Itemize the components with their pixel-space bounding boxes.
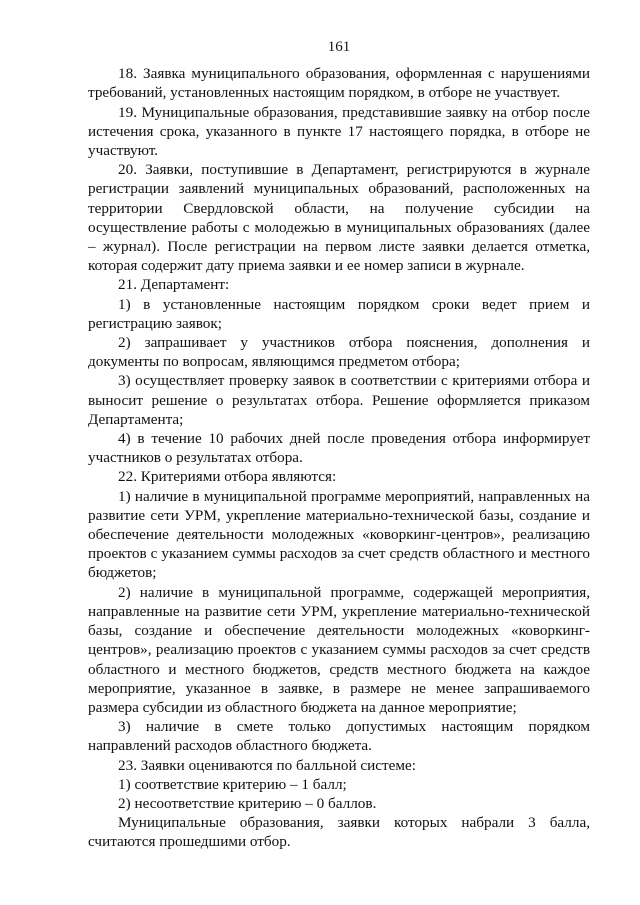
paragraph-22-heading: 22. Критериями отбора являются: <box>118 468 337 486</box>
paragraph-21-heading: 21. Департамент: <box>118 276 230 294</box>
paragraph-19: 19. Муниципальные образования, представившие заявку на отбор после истечения срока, указанного в пункте 17 настоящего порядка, в отборе не участвуют. <box>88 103 590 160</box>
paragraph-23-heading: 23. Заявки оцениваются по балльной системе: <box>118 756 416 774</box>
paragraph-21-item-3: 3) осуществляет проверку заявок в соответствии с критериями отбора и выносит решение о результатах отбора. Решение оформляется приказом Департамента; <box>88 372 590 428</box>
paragraph-21-item-1: 1) в установленные настоящим порядком сроки ведет прием и регистрацию заявок; <box>88 295 590 332</box>
paragraph-22-item-1: 1) наличие в муниципальной программе мероприятий, направленных на развитие сети УРМ, укрепление материально-технической базы, создание и обеспечение деятельности молодежных «коворкинг-центров», реализацию проектов с указанием суммы расходов за счет средств областного и местного бюджетов; <box>88 487 590 582</box>
paragraph-21-item-4: 4) в течение 10 рабочих дней после проведения отбора информирует участников о результатах отбора. <box>88 430 590 467</box>
paragraph-conclusion: Муниципальные образования, заявки которых набрали 3 балла, считаются прошедшими отбор. <box>88 814 590 851</box>
paragraph-22-item-2: 2) наличие в муниципальной программе, содержащей мероприятия, направленные на развитие сети УРМ, укрепление материально-технической базы, создание и обеспечение деятельности молодежных «коворкинг-центров», реализацию проектов с указанием суммы расходов за счет средств областного и местного бюджетов, средств местного бюджета на каждое мероприятие, указанное в заявке, в размере не менее запрашиваемого размера субсидии из областного бюджета на данное мероприятие; <box>88 583 590 716</box>
page-number: 161 <box>327 39 351 55</box>
paragraph-21-item-2: 2) запрашивает у участников отбора пояснения, дополнения и документы по вопросам, являющимся предметом отбора; <box>88 334 590 371</box>
paragraph-23-item-1: 1) соответствие критерию – 1 балл; <box>118 775 347 793</box>
paragraph-22-item-3: 3) наличие в смете только допустимых настоящим порядком направлений расходов областного бюджета. <box>88 718 590 755</box>
paragraph-20: 20. Заявки, поступившие в Департамент, регистрируются в журнале регистрации заявлений муниципальных образований, расположенных на территории Свердловской области, на получение субсидии на осуществление работы с молодежью в муниципальных образованиях (далее – журнал). После регистрации на первом листе заявки делается отметка, которая содержит дату приема заявки и ее номер записи в журнале. <box>88 161 590 275</box>
paragraph-23-item-2: 2) несоответствие критерию – 0 баллов. <box>118 794 377 812</box>
paragraph-18: 18. Заявка муниципального образования, оформленная с нарушениями требований, установленных настоящим порядком, в отборе не участвует. <box>88 65 590 102</box>
